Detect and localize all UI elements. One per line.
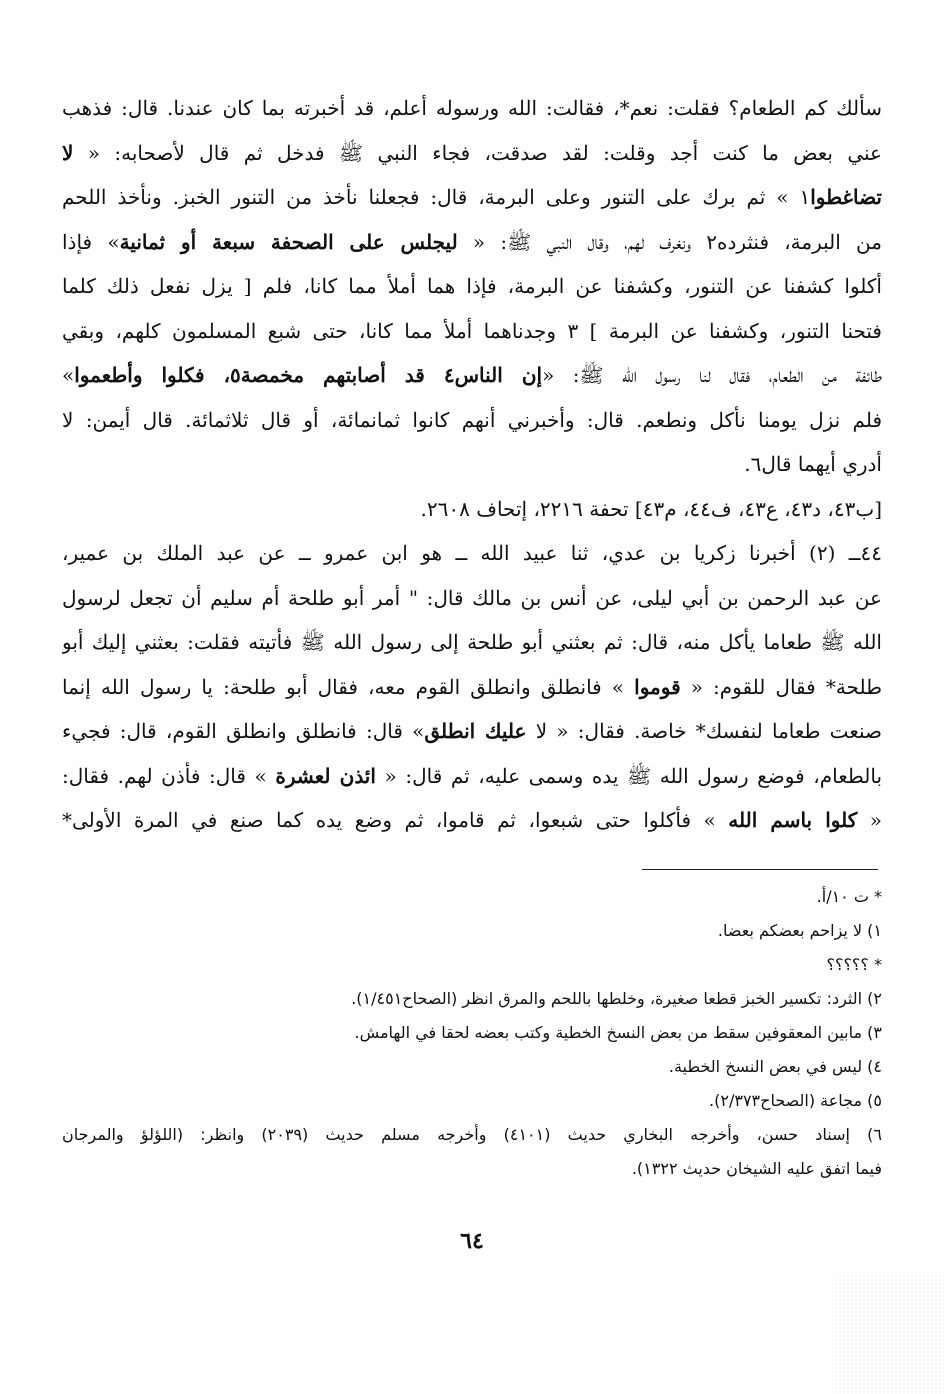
text-run: صنعت طعاما لنفسك* خاصة. فقال: « لا [526,719,882,743]
text-line [62,754,882,799]
footnote: ٤) ليس في بعض النسخ الخطية. [668,1057,882,1076]
text-run: بالطعام، فوضع رسول الله ﷺ يده وسمى عليه، ثم قال: « [375,763,882,788]
hadith-quote: تضاغطوا [810,185,882,209]
text-line [62,531,882,576]
scan-noise [834,1274,944,1394]
footnote: ١) لا يزاحم بعضكم بعضا. [717,921,882,940]
text-line [62,131,882,176]
page-number: ٦٤ [460,1228,484,1254]
hadith-quote: لا [62,140,74,165]
text-run: طلحة* فقال للقوم: « [680,674,882,699]
footnote: * ت ١٠/أ. [816,887,882,906]
text-line [62,442,882,487]
text-run: » قال: فأذن لهم. فقال: [62,763,276,788]
text-line [62,487,882,532]
text-run: » فأكلوا حتى شبعوا، ثم قاموا، ثم وضع يده كما صنع في المرة الأولى* [62,808,729,832]
footnote: ٣) مابين المعقوفين سقط من بعض النسخ الخطية وكتب بعضه لحقا في الهامش. [354,1023,882,1042]
text-run: فلم نزل يومنا نأكل ونطعم. قال: وأخبرني أنهم كانوا ثمانمائة، أو قال ثلاثمائة. قال أيمن: لا [62,407,882,432]
text-run: [ب٤٣، د٤٣، ع٤٣، ف٤٤، م٤٣] تحفة ٢٢١٦، إتحاف ٢٦٠٨. [420,496,882,521]
footnote-separator [642,869,878,870]
text-run: » [62,363,75,387]
text-line [62,86,882,131]
footnote: ٢) الثرد: تكسير الخبز قطعا صغيرة، وخلطها باللحم والمرق انظر (الصحاح١/٤٥١). [351,989,882,1008]
footnote: ٦) إسناد حسن، وأخرجه البخاري حديث (٤١٠١) وأخرجه مسلم حديث (٢٠٣٩) وانظر: (اللؤلؤ والمرجان [62,1125,882,1144]
hadith-quote: إن الناس٤ قد أصابتهم مخمصة٥، فكلوا وأطعموا [74,363,543,387]
text-run: » قال: فانطلق وانطلق القوم، قال: فجيء [62,719,425,743]
hadith-quote: عليك انطلق [424,719,527,743]
text-run: طائفة من الطعام، فقال لنا رسول الله ﷺ: « [542,363,882,387]
text-line [62,665,882,710]
text-line [62,576,882,621]
text-run: سألك كم الطعام؟ فقلت: نعم*، فقالت: الله ورسوله أعلم، قد أخبرته بما كان عندنا. قال: فذهب [62,96,882,120]
footnote: ٥) مجاعة (الصحاح٢/٣٧٣). [709,1091,882,1110]
text-run: عن عبد الرحمن بن أبي ليلى، عن أنس بن مالك قال: " أمر أبو طلحة أم سليم أن تجعل لرسول [62,585,882,610]
main-text [62,86,882,843]
footnotes [62,880,882,1186]
text-line [62,798,882,843]
text-run: » فانطلق وانطلق القوم معه، فقال أبو طلحة: يا رسول الله إنما [62,674,635,699]
footnote: فيما اتفق عليه الشيخان حديث ١٣٢٢). [631,1159,882,1178]
text-line [62,220,882,265]
text-run: « [857,808,882,832]
text-line [62,175,882,220]
text-line [62,398,882,443]
text-run: فتحنا التنور، وكشفنا عن البرمة ] ٣ وجدناهما أملأ مما كانا، حتى شبع المسلمون كلهم، وبقي [62,318,882,343]
text-run: عني بعض ما كنت أجد وقلت: لقد صدقت، فجاء النبي ﷺ فدخل ثم قال لأصحابه: « [73,140,882,165]
text-run: ٤٤ــ (٢) أخبرنا زكريا بن عدي، ثنا عبيد الله ــ هو ابن عمرو ــ عن عبد الملك بن عمير، [62,541,882,565]
text-line [62,353,882,398]
text-run: الله ﷺ طعاما يأكل منه، قال: ثم بعثني أبو طلحة إلى رسول الله ﷺ فأتيته فقلت: بعثني إليك أبو [62,630,882,654]
footnote: * ؟؟؟؟؟ [826,955,882,974]
hadith-quote: ائذن لعشرة [275,763,376,788]
text-run: أكلوا كشفنا عن التنور، وكشفنا عن البرمة، فإذا هما أملأ مما كانا، فلم [ يزل نفعل ذلك كلما [62,274,882,298]
hadith-quote: كلوا باسم الله [728,808,858,832]
text-run: أدري أيهما قال٦. [744,452,882,476]
text-run: من البرمة، فنثرده٢ ونغرف لهم، وقال النبي ﷺ: « [457,229,882,254]
text-line [62,709,882,754]
text-line [62,264,882,309]
text-line [62,309,882,354]
hadith-quote: ليجلس على الصحفة سبعة أو ثمانية [119,229,458,254]
text-line [62,620,882,665]
text-run: ١ » ثم برك على التنور وعلى البرمة، قال: فجعلنا نأخذ من التنور الخبز. ونأخذ اللحم [62,185,811,209]
hadith-quote: قوموا [634,674,681,699]
text-run: » فإذا [62,229,120,254]
